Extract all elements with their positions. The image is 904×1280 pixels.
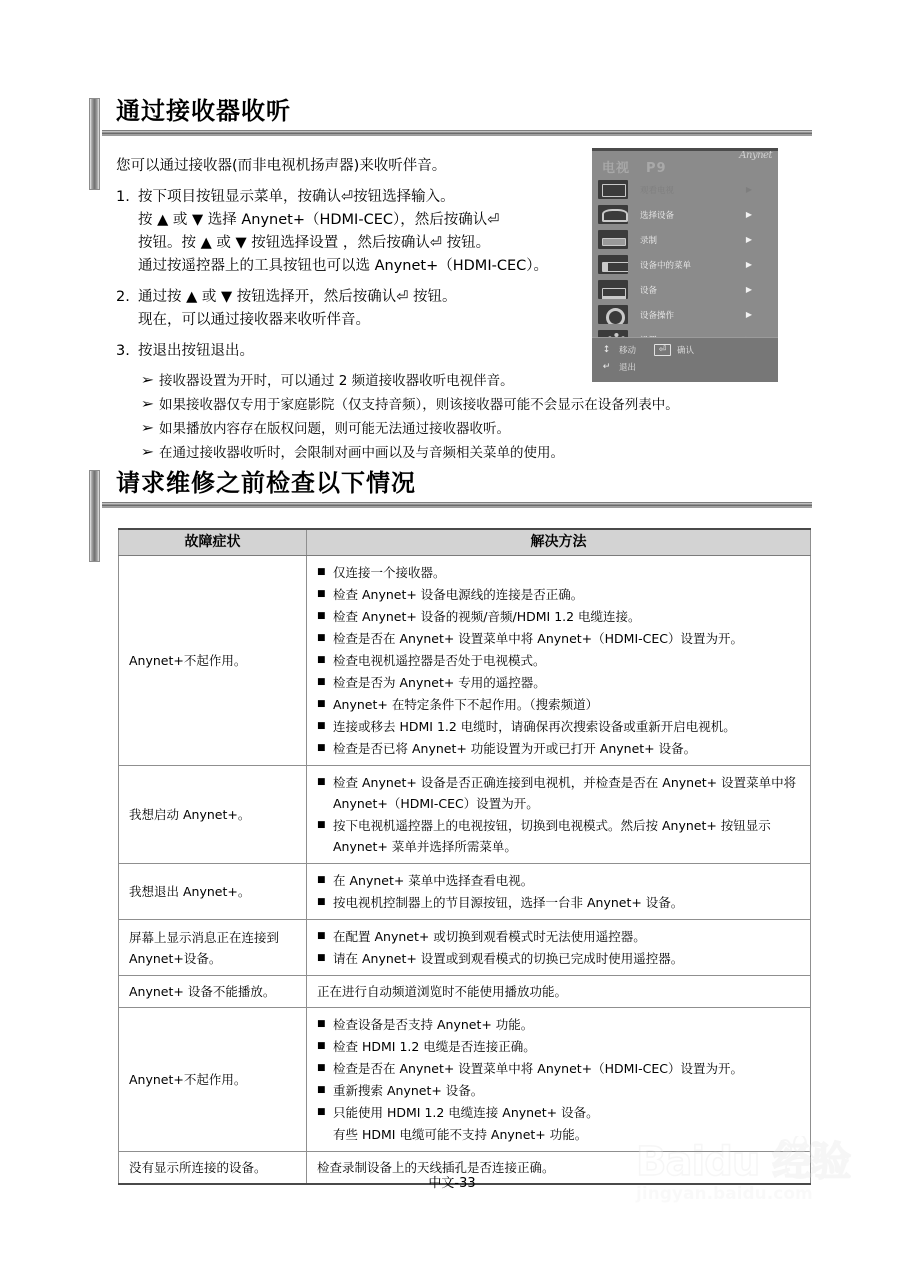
chevron-right-icon: ▶ <box>745 185 752 194</box>
cell-solution <box>307 556 811 766</box>
step-number: 3. <box>116 343 130 359</box>
table-header-row <box>119 529 811 556</box>
note-text: 如果播放内容存在版权问题，则可能无法通过接收器收听。 <box>159 421 510 437</box>
solution-item <box>317 1036 802 1057</box>
solution-text: 按下电视机遥控器上的电视按钮，切换到电视模式。然后按 Anynet+ 按钮显示 Anynet+ 菜单并选择所需菜单。 <box>333 818 771 854</box>
steps-list <box>116 186 586 363</box>
square-bullet-icon: ■ <box>317 721 326 731</box>
device-menu-icon <box>598 255 628 274</box>
osd-menu-list <box>592 177 778 352</box>
table-row <box>119 1008 811 1152</box>
solution-list <box>317 562 802 759</box>
osd-menu-item-record[interactable] <box>592 227 778 252</box>
solution-text: 检查设备是否支持 Anynet+ 功能。 <box>333 1017 534 1032</box>
chevron-right-icon: ▶ <box>745 285 752 294</box>
solution-text: 检查电视机遥控器是否处于电视模式。 <box>333 653 546 668</box>
osd-menu-label: 选择设备 <box>640 210 675 221</box>
notes-list <box>116 371 742 464</box>
device-operation-icon <box>598 305 628 324</box>
osd-menu-label: 观看电视 <box>640 185 675 196</box>
square-bullet-icon: ■ <box>317 699 326 709</box>
step-line: 按 ▲ 或 ▼ 选择 Anynet+（HDMI-CEC），然后按确认⏎ <box>138 212 500 228</box>
square-bullet-icon: ■ <box>317 820 326 830</box>
square-bullet-icon: ■ <box>317 611 326 621</box>
section-heading-check <box>100 468 812 508</box>
note-item <box>142 419 742 440</box>
solution-item <box>317 926 802 947</box>
section-accent-bar-receiver <box>89 98 100 190</box>
solution-text: 有些 HDMI 电缆可能不支持 Anynet+ 功能。 <box>333 1127 588 1142</box>
note-text: 如果接收器仅专用于家庭影院（仅支持音频），则该接收器可能不会显示在设备列表中。 <box>159 397 679 413</box>
note-arrow-icon: ➢ <box>140 421 155 436</box>
solution-text: 检查 Anynet+ 设备是否正确连接到电视机，并检查是否在 Anynet+ 设置菜单中将 Anynet+（HDMI-CEC）设置为开。 <box>333 775 797 811</box>
solution-item <box>317 562 802 583</box>
cell-symptom: 我想退出 Anynet+。 <box>119 864 307 920</box>
solution-list <box>317 772 802 857</box>
note-item <box>142 395 742 416</box>
solution-text: 检查录制设备上的天线插孔是否连接正确。 <box>317 1160 555 1175</box>
table-row <box>119 556 811 766</box>
square-bullet-icon: ■ <box>317 677 326 687</box>
table-row <box>119 976 811 1008</box>
solution-item <box>317 1014 802 1035</box>
solution-item <box>317 738 802 759</box>
solution-text: 检查是否已将 Anynet+ 功能设置为开或已打开 Anynet+ 设备。 <box>333 741 697 756</box>
solution-item <box>317 716 802 737</box>
solution-item <box>317 650 802 671</box>
solution-text: 检查 Anynet+ 设备的视频/音频/HDMI 1.2 电缆连接。 <box>333 609 641 624</box>
osd-hint-row <box>600 361 778 373</box>
tv-icon <box>598 180 628 199</box>
solution-text: 检查是否为 Anynet+ 专用的遥控器。 <box>333 675 546 690</box>
square-bullet-icon: ■ <box>317 777 326 787</box>
square-bullet-icon: ■ <box>317 567 326 577</box>
square-bullet-icon: ■ <box>317 1041 326 1051</box>
enter-key-icon: ⏎ <box>654 344 671 356</box>
step-item <box>116 340 586 363</box>
note-text: 接收器设置为开时，可以通过 2 频道接收器收听电视伴音。 <box>159 373 514 389</box>
table-row <box>119 766 811 864</box>
section-title-check: 请求维修之前检查以下情况 <box>116 469 416 497</box>
anynet-logo: Anynet <box>739 150 772 161</box>
square-bullet-icon: ■ <box>317 633 326 643</box>
solution-item <box>317 694 802 715</box>
solution-item <box>317 892 802 913</box>
solution-text: 检查 Anynet+ 设备电源线的连接是否正确。 <box>333 587 584 602</box>
osd-menu-item-device-operation[interactable] <box>592 302 778 327</box>
section-accent-bar-check <box>89 470 100 562</box>
step-item <box>116 286 586 332</box>
return-arrow-icon: ↵ <box>602 362 611 372</box>
updown-arrow-icon: ↕ <box>602 345 611 355</box>
chevron-right-icon: ▶ <box>745 310 752 319</box>
square-bullet-icon: ■ <box>317 1019 326 1029</box>
column-header-solution: 解决方法 <box>307 529 811 556</box>
step-line: 按钮。按 ▲ 或 ▼ 按钮选择设置 ，然后按确认⏎ 按钮。 <box>138 235 491 251</box>
heading-rule <box>102 130 812 136</box>
chevron-right-icon: ▶ <box>745 260 752 269</box>
solution-item <box>317 628 802 649</box>
page-title: 通过接收器收听 <box>116 97 291 125</box>
square-bullet-icon: ■ <box>317 1107 326 1117</box>
solution-text: 在 Anynet+ 菜单中选择查看电视。 <box>333 873 534 888</box>
cell-solution <box>307 920 811 976</box>
solution-list <box>317 926 802 969</box>
cell-symptom: 没有显示所连接的设备。 <box>119 1152 307 1185</box>
cell-solution <box>307 864 811 920</box>
solution-text: 在配置 Anynet+ 或切换到观看模式时无法使用遥控器。 <box>333 929 646 944</box>
solution-item <box>317 584 802 605</box>
solution-text: 检查 HDMI 1.2 电缆是否连接正确。 <box>333 1039 536 1054</box>
osd-header <box>602 157 667 176</box>
troubleshooting-table <box>118 528 811 1185</box>
cell-solution <box>307 976 811 1008</box>
heading-rule <box>102 502 812 508</box>
osd-hint-enter-label: 确认 <box>677 346 695 356</box>
watermark-sub-text: jingyan.baidu.com <box>636 1184 813 1204</box>
note-arrow-icon: ➢ <box>140 373 155 388</box>
osd-footer-hints <box>592 337 778 382</box>
square-bullet-icon: ■ <box>317 897 326 907</box>
cell-symptom: 屏幕上显示消息正在连接到 Anynet+设备。 <box>119 920 307 976</box>
note-text: 在通过接收器收听时，会限制对画中画以及与音频相关菜单的使用。 <box>159 445 564 461</box>
step-item <box>116 186 586 278</box>
solution-item <box>317 672 802 693</box>
solution-text: 按电视机控制器上的节目源按钮，选择一台非 Anynet+ 设备。 <box>333 895 684 910</box>
step-number: 2. <box>116 289 130 305</box>
solution-item <box>317 772 802 814</box>
square-bullet-icon: ■ <box>317 655 326 665</box>
chevron-right-icon: ▶ <box>745 235 752 244</box>
solution-text: 检查是否在 Anynet+ 设置菜单中将 Anynet+（HDMI-CEC）设置为开。 <box>333 631 743 646</box>
step-line: 通过按 ▲ 或 ▼ 按钮选择开，然后按确认⏎ 按钮。 <box>138 289 457 305</box>
cell-solution <box>307 1008 811 1152</box>
device-select-icon <box>598 205 628 224</box>
square-bullet-icon: ■ <box>317 1063 326 1073</box>
step-line: 按下项目按钮显示菜单，按确认⏎按钮选择输入。 <box>138 189 455 205</box>
osd-hint-exit-label: 退出 <box>619 363 637 373</box>
solution-item <box>317 815 802 857</box>
solution-list <box>317 870 802 913</box>
solution-item <box>317 1080 802 1101</box>
osd-menu-label: 设备操作 <box>640 310 675 321</box>
note-arrow-icon: ➢ <box>140 397 155 412</box>
square-bullet-icon: ■ <box>317 743 326 753</box>
step-line: 按退出按钮退出。 <box>138 343 254 359</box>
solution-text: 连接或移去 HDMI 1.2 电缆时，请确保再次搜索设备或重新开启电视机。 <box>333 719 736 734</box>
square-bullet-icon: ■ <box>317 931 326 941</box>
cell-solution <box>307 766 811 864</box>
osd-menu-item-watch-tv[interactable] <box>592 177 778 202</box>
osd-menu-label: 设备 <box>640 285 658 296</box>
cell-symptom: Anynet+不起作用。 <box>119 556 307 766</box>
square-bullet-icon: ■ <box>317 589 326 599</box>
cell-symptom: Anynet+不起作用。 <box>119 1008 307 1152</box>
osd-hint-row <box>600 344 778 356</box>
solution-text: 重新搜索 Anynet+ 设备。 <box>333 1083 484 1098</box>
osd-menu-item-device-menu[interactable] <box>592 252 778 277</box>
solution-text: 检查是否在 Anynet+ 设置菜单中将 Anynet+（HDMI-CEC）设置为开。 <box>333 1061 743 1076</box>
solution-item-continuation <box>317 1124 802 1145</box>
osd-channel-number: P9 <box>646 161 667 176</box>
osd-menu-label: 录制 <box>640 235 658 246</box>
solution-item <box>317 1058 802 1079</box>
square-bullet-icon: ■ <box>317 875 326 885</box>
osd-menu-item-select-device[interactable] <box>592 202 778 227</box>
table-row <box>119 920 811 976</box>
solution-text: Anynet+ 在特定条件下不起作用。（搜索频道） <box>333 697 599 712</box>
device-icon <box>598 280 628 299</box>
solution-text: 仅连接一个接收器。 <box>333 565 446 580</box>
intro-paragraph: 您可以通过接收器(而非电视机扬声器)来收听伴音。 <box>116 158 447 174</box>
solution-item <box>317 1102 802 1123</box>
solution-text: 只能使用 HDMI 1.2 电缆连接 Anynet+ 设备。 <box>333 1105 599 1120</box>
cell-symptom: Anynet+ 设备不能播放。 <box>119 976 307 1008</box>
table-row <box>119 864 811 920</box>
step-line: 通过按遥控器上的工具按钮也可以选 Anynet+（HDMI-CEC）。 <box>138 258 548 274</box>
note-arrow-icon: ➢ <box>140 445 155 460</box>
square-bullet-icon: ■ <box>317 953 326 963</box>
table-head <box>119 529 811 556</box>
record-icon <box>598 230 628 249</box>
solution-text: 正在进行自动频道浏览时不能使用播放功能。 <box>317 984 568 999</box>
table-body <box>119 556 811 1185</box>
page-number: 中文-33 <box>428 1176 476 1191</box>
osd-menu-label: 设备中的菜单 <box>640 260 692 271</box>
solution-item <box>317 606 802 627</box>
step-line: 现在，可以通过接收器来收听伴音。 <box>138 312 370 328</box>
note-item <box>142 443 742 464</box>
column-header-symptom: 故障症状 <box>119 529 307 556</box>
cell-symptom: 我想启动 Anynet+。 <box>119 766 307 864</box>
chevron-right-icon: ▶ <box>745 210 752 219</box>
osd-source-label: 电视 <box>602 161 631 176</box>
step-number: 1. <box>116 189 130 205</box>
tv-osd-screenshot <box>592 148 778 382</box>
osd-hint-move-label: 移动 <box>619 346 637 356</box>
solution-item <box>317 948 802 969</box>
solution-text: 请在 Anynet+ 设置或到观看模式的切换已完成时使用遥控器。 <box>333 951 684 966</box>
solution-list <box>317 1014 802 1145</box>
watermark-main-text: Baidu 经验 <box>636 1139 851 1185</box>
section-heading-receiver <box>100 96 812 136</box>
osd-menu-item-device[interactable] <box>592 277 778 302</box>
solution-item <box>317 870 802 891</box>
square-bullet-icon: ■ <box>317 1085 326 1095</box>
